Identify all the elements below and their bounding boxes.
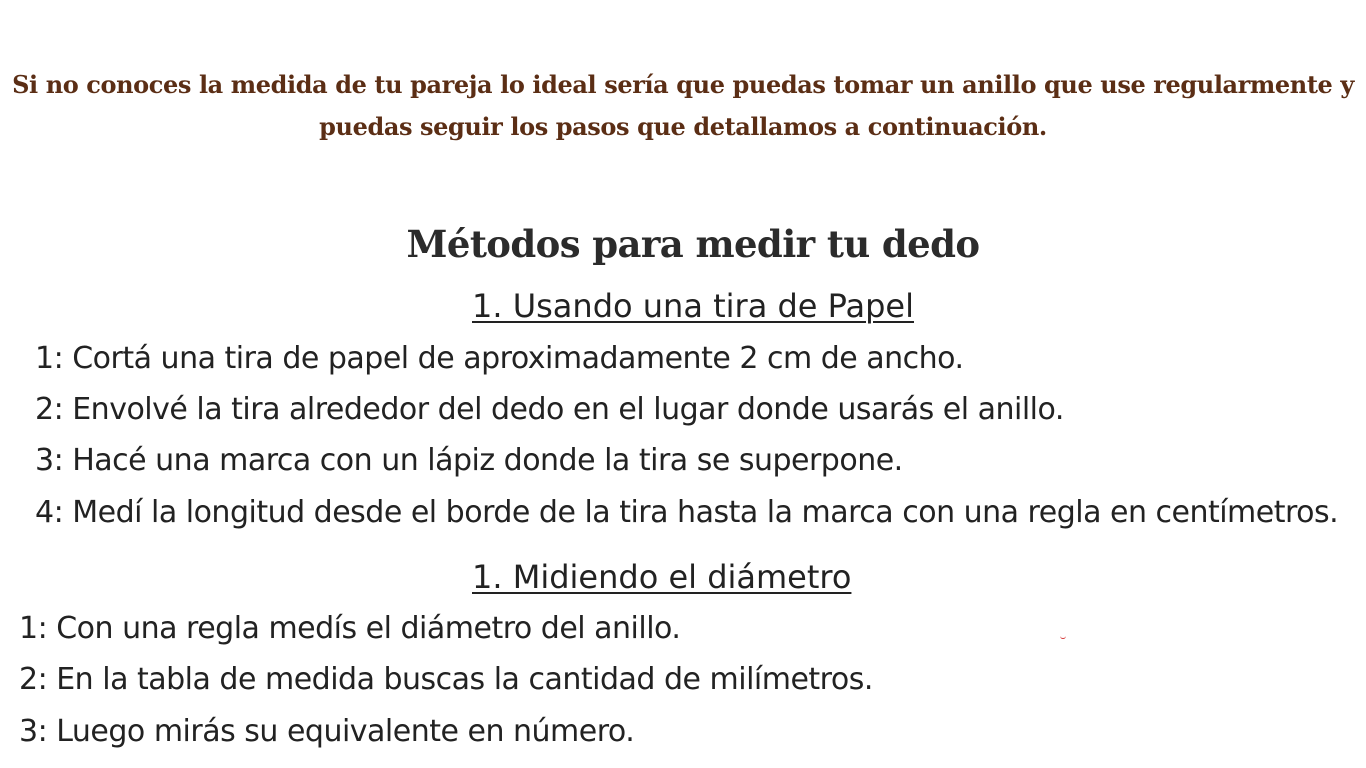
diameter-step-2: 2: En la tabla de medida buscas la cantidad de milímetros. (19, 662, 873, 697)
intro-paragraph: Si no conoces la medida de tu pareja lo ideal sería que puedas tomar un anillo que use regularmente y puedas seguir los pasos que detallamos a continuación. (12, 70, 1354, 141)
paper-strip-step-1: 1: Cortá una tira de papel de aproximadamente 2 cm de ancho. (35, 341, 964, 376)
diameter-step-1: 1: Con una regla medís el diámetro del anillo. (19, 611, 681, 646)
section-heading-paper-strip: 1. Usando una tira de Papel (472, 287, 914, 325)
section-heading-diameter: 1. Midiendo el diámetro (472, 558, 852, 596)
paper-strip-step-4: 4: Medí la longitud desde el borde de la tira hasta la marca con una regla en centímetros. (35, 495, 1339, 530)
paper-strip-step-3: 3: Hacé una marca con un lápiz donde la tira se superpone. (35, 443, 903, 478)
methods-title: Métodos para medir tu dedo (406, 222, 980, 266)
decorative-check-mark (1060, 634, 1066, 639)
diameter-step-3: 3: Luego mirás su equivalente en número. (19, 714, 635, 749)
paper-strip-step-2: 2: Envolvé la tira alrededor del dedo en el lugar donde usarás el anillo. (35, 392, 1064, 427)
